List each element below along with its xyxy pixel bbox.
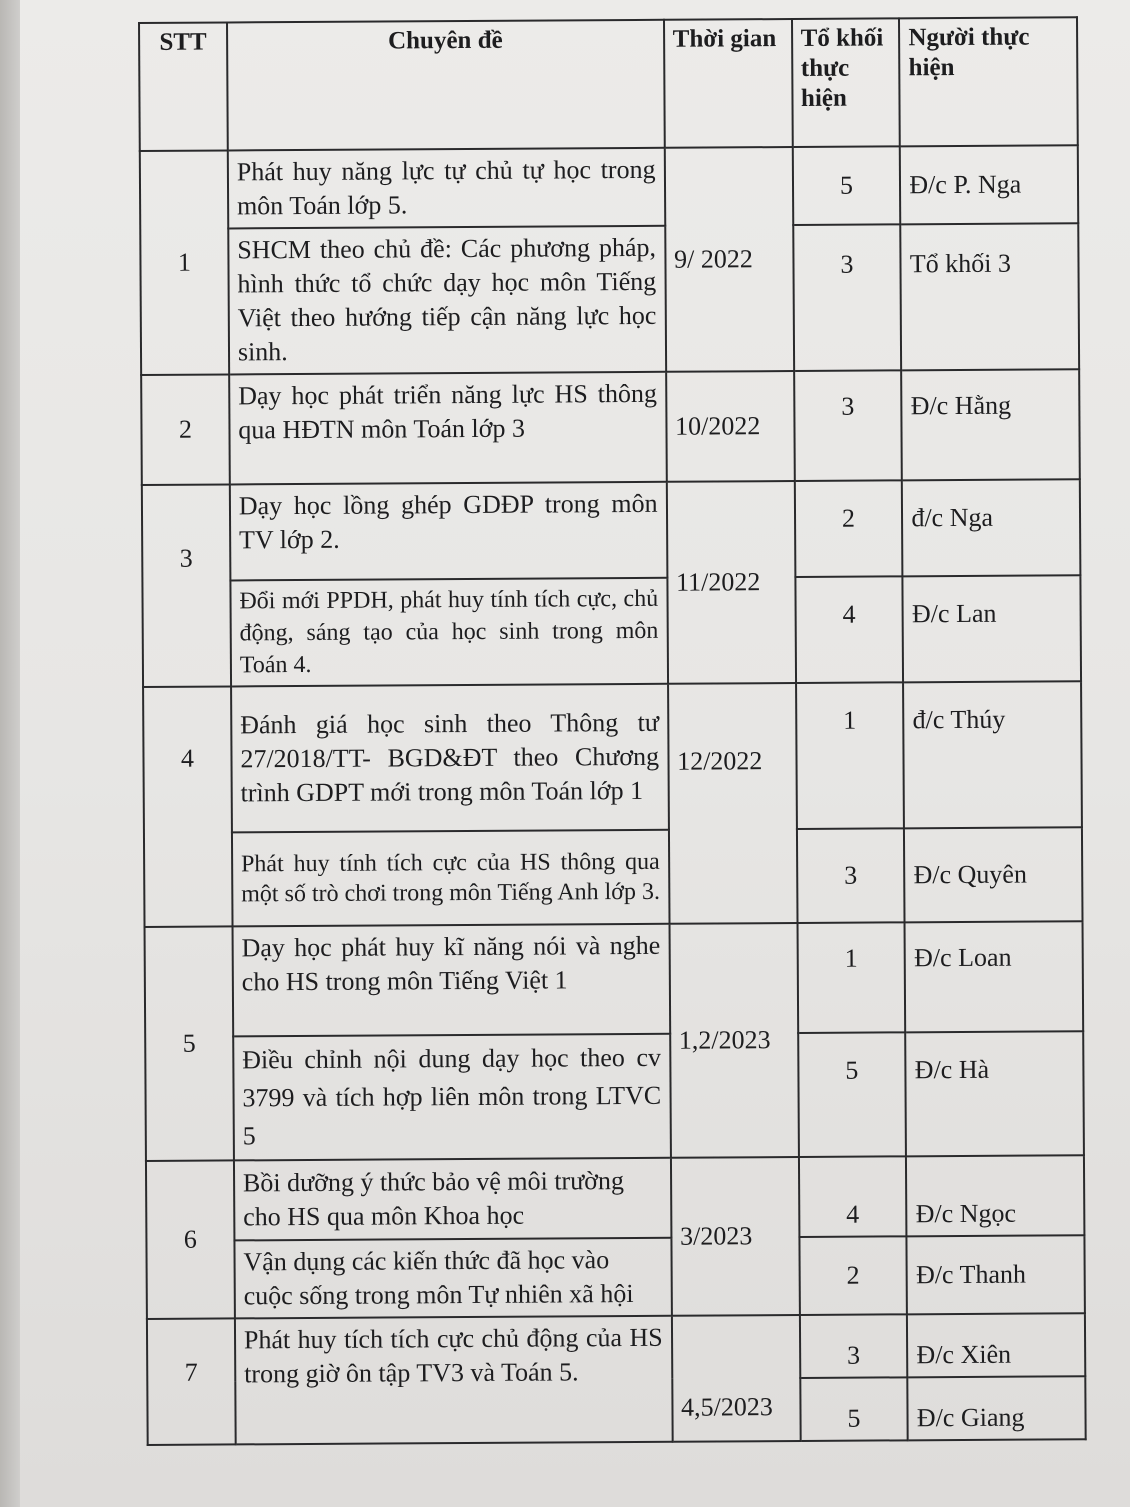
- table-row: [142, 575, 1081, 687]
- table-row: [147, 1313, 1085, 1382]
- person-cell: Đ/c Thanh: [907, 1235, 1085, 1314]
- person-cell: Đ/c Loan: [905, 921, 1083, 1032]
- header-time: Thời gian: [664, 19, 793, 148]
- topic-cell: Vận dụng các kiến thức đã học vào cuộc sống trong môn Tự nhiên xã hội: [234, 1238, 671, 1319]
- time-cell: 1,2/2023: [669, 923, 798, 1158]
- person-cell: Đ/c Hà: [906, 1031, 1084, 1156]
- person-cell: đ/c Thúy: [903, 681, 1082, 828]
- table-row: [145, 921, 1084, 1037]
- grade-cell: 2: [799, 1236, 907, 1315]
- table-row: [145, 1031, 1084, 1161]
- time-cell: 9/ 2022: [664, 147, 793, 372]
- topic-cell: Đổi mới PPDH, phát huy tính tích cực, chủ động, sáng tạo của học sinh trong môn Toán 4.: [230, 578, 667, 687]
- topic-cell: Phát huy tính tích cực của HS thông qua một số trò chơi trong môn Tiếng Anh lớp 3.: [232, 830, 669, 927]
- grade-cell: 3: [793, 224, 902, 371]
- header-topic: Chuyên đề: [227, 20, 665, 151]
- stt-cell: 7: [147, 1318, 236, 1445]
- stt-cell: 2: [141, 374, 230, 485]
- schedule-table: [138, 16, 1087, 1446]
- stt-cell: 6: [146, 1160, 235, 1319]
- topic-cell: Phát huy tích tích cực chủ động của HS trong giờ ôn tập TV3 và Toán 5.: [235, 1316, 672, 1445]
- grade-cell: 3: [796, 828, 904, 923]
- person-cell: Đ/c P. Nga: [900, 145, 1078, 224]
- grade-cell: 4: [798, 1156, 906, 1237]
- grade-cell: 4: [795, 576, 903, 683]
- topic-cell: Điều chỉnh nội dung dạy học theo cv 3799 và tích hợp liên môn trong LTVC 5: [233, 1034, 670, 1161]
- topic-cell: Phát huy năng lực tự chủ tự học trong môn Toán lớp 5.: [228, 148, 665, 229]
- grade-cell: 5: [800, 1377, 908, 1441]
- time-cell: 3/2023: [671, 1157, 800, 1316]
- table-row: [143, 681, 1082, 833]
- person-cell: Đ/c Hằng: [901, 369, 1079, 480]
- time-cell: 12/2022: [668, 683, 797, 924]
- person-cell: Đ/c Ngọc: [906, 1155, 1084, 1236]
- grade-cell: 5: [792, 146, 900, 225]
- table-row: [144, 827, 1083, 927]
- grade-cell: 2: [794, 480, 902, 577]
- grade-cell: 1: [797, 922, 905, 1033]
- table-row: [146, 1155, 1084, 1241]
- header-row: [139, 17, 1078, 151]
- grade-cell: 1: [796, 682, 905, 829]
- header-stt: STT: [139, 22, 228, 151]
- person-cell: đ/c Nga: [902, 479, 1080, 576]
- topic-cell: SHCM theo chủ đề: Các phương pháp, hình thức tổ chức dạy học môn Tiếng Việt theo hướng tiếp cận năng lực học sinh.: [228, 226, 666, 375]
- topic-cell: Đánh giá học sinh theo Thông tư 27/2018/TT- BGD&ĐT theo Chương trình GDPT mới trong môn Toán lớp 1: [231, 684, 669, 833]
- stt-cell: 3: [142, 484, 231, 687]
- table-row: [141, 369, 1080, 485]
- stt-cell: 4: [143, 686, 232, 927]
- grade-cell: 3: [794, 370, 902, 481]
- topic-cell: Dạy học phát triển năng lực HS thông qua HĐTN môn Toán lớp 3: [229, 372, 666, 485]
- grade-cell: 5: [798, 1032, 907, 1157]
- header-person: Người thực hiện: [899, 17, 1077, 146]
- person-cell: Đ/c Xiên: [907, 1313, 1085, 1377]
- table-row: [146, 1235, 1084, 1319]
- time-cell: 11/2022: [666, 481, 795, 684]
- time-cell: 10/2022: [666, 371, 795, 482]
- topic-cell: Bồi dưỡng ý thức bảo vệ môi trường cho HS qua môn Khoa học: [234, 1158, 671, 1241]
- document-page: [20, 0, 1130, 1507]
- topic-cell: Dạy học phát huy kĩ năng nói và nghe cho HS trong môn Tiếng Việt 1: [232, 924, 669, 1037]
- table-row: [140, 223, 1079, 375]
- person-cell: Đ/c Lan: [903, 575, 1081, 682]
- table-row: [142, 479, 1081, 581]
- person-cell: Tổ khối 3: [901, 223, 1080, 370]
- person-cell: Đ/c Quyên: [904, 827, 1082, 922]
- header-grade: Tổ khối thực hiện: [792, 18, 901, 147]
- stt-cell: 5: [145, 926, 234, 1161]
- grade-cell: 3: [799, 1314, 907, 1378]
- topic-cell: Dạy học lồng ghép GDĐP trong môn TV lớp 2.: [230, 482, 667, 581]
- table-row: [140, 145, 1078, 229]
- stt-cell: 1: [140, 150, 229, 375]
- person-cell: Đ/c Giang: [908, 1376, 1086, 1440]
- time-cell: 4,5/2023: [672, 1315, 801, 1442]
